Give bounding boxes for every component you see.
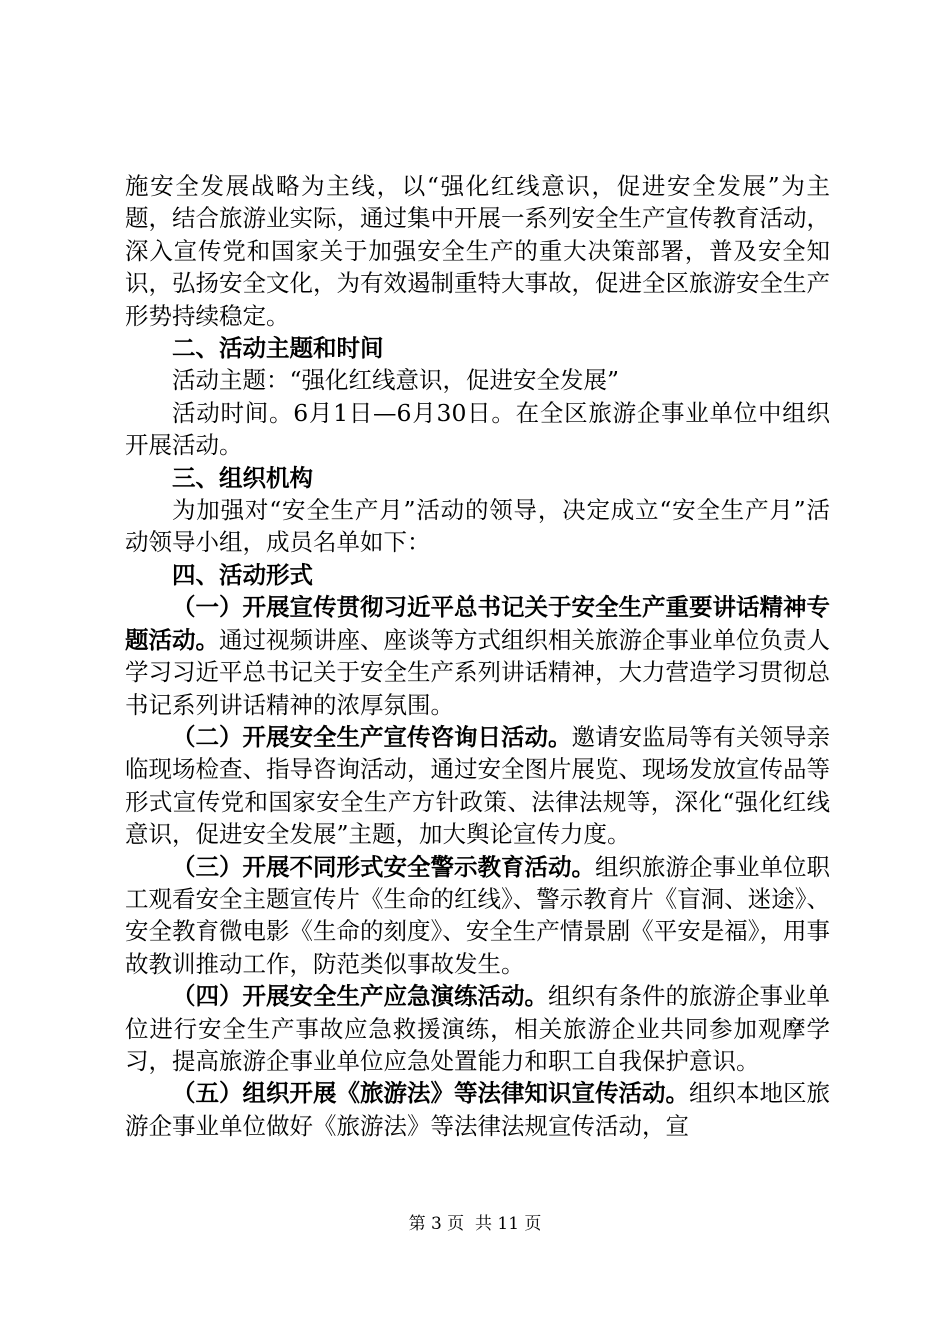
paragraph-activity-1 — [125, 591, 830, 721]
paragraph-text: 组织本地区旅游企事业单位做好《旅游法》等法律法规宣传活动，宣 — [125, 1079, 830, 1140]
paragraph-lead: （二）开展安全生产宣传咨询日活动。 — [172, 722, 572, 751]
page-footer: 第 3 页 共 11 页 — [408, 1214, 542, 1234]
document-body — [125, 170, 830, 1142]
paragraph-text: 组织有条件的旅游企事业单位进行安全生产事故应急救援演练，相关旅游企业共同参加观摩学习，提高旅游企事业单位应急处置能力和职工自我保护意识。 — [125, 982, 830, 1075]
paragraph-text: 组织旅游企事业单位职工观看安全主题宣传片《生命的红线》、警示教育片《盲洞、迷途》、安全教育微电影《生命的刻度》、安全生产情景剧《平安是福》，用事故教训推动工作，防范类似事故发生。 — [125, 852, 830, 978]
section-heading-theme-time: 二、活动主题和时间 — [172, 334, 384, 363]
paragraph-time: 活动时间。6月1日—6月30日。在全区旅游企事业单位中组织开展活动。 — [125, 398, 830, 460]
paragraph-text: 邀请安监局等有关领导亲临现场检查、指导咨询活动，通过安全图片展览、现场发放宣传品等形式宣传党和国家安全生产方针政策、法律法规等，深化“强化红线意识，促进安全发展”主题，加大舆论宣传力度。 — [125, 722, 830, 849]
paragraph-activity-5 — [125, 1077, 830, 1142]
paragraph-lead: （三）开展不同形式安全警示教育活动。 — [172, 852, 595, 881]
paragraph-intro: 施安全发展战略为主线，以“强化红线意识，促进安全发展”为主题，结合旅游业实际，通过集中开展一系列安全生产宣传教育活动，深入宣传党和国家关于加强安全生产的重大决策部署，普及安全知识，弘扬安全文化，为有效遏制重特大事故，促进全区旅游安全生产形势持续稳定。 — [125, 172, 830, 330]
section-heading-activity-forms: 四、活动形式 — [172, 560, 313, 589]
paragraph-organization: 为加强对“安全生产月”活动的领导，决定成立“安全生产月”活动领导小组，成员名单如下： — [125, 496, 830, 557]
section-heading-organization: 三、组织机构 — [172, 463, 313, 492]
paragraph-lead: （五）组织开展《旅游法》等法律知识宣传活动。 — [172, 1079, 689, 1108]
paragraph-activity-3 — [125, 851, 830, 981]
paragraph-activity-2 — [125, 721, 830, 851]
paragraph-text: 通过视频讲座、座谈等方式组织相关旅游企事业单位负责人学习习近平总书记关于安全生产系列讲话精神，大力营造学习贯彻总书记系列讲话精神的浓厚氛围。 — [125, 625, 830, 719]
paragraph-lead: （一）开展宣传贯彻习近平总书记关于安全生产重要讲话精神专题活动。 — [125, 593, 830, 654]
paragraph-theme: 活动主题：“强化红线意识，促进安全发展” — [172, 366, 620, 395]
paragraph-activity-4 — [125, 980, 830, 1077]
paragraph-lead: （四）开展安全生产应急演练活动。 — [172, 982, 548, 1011]
